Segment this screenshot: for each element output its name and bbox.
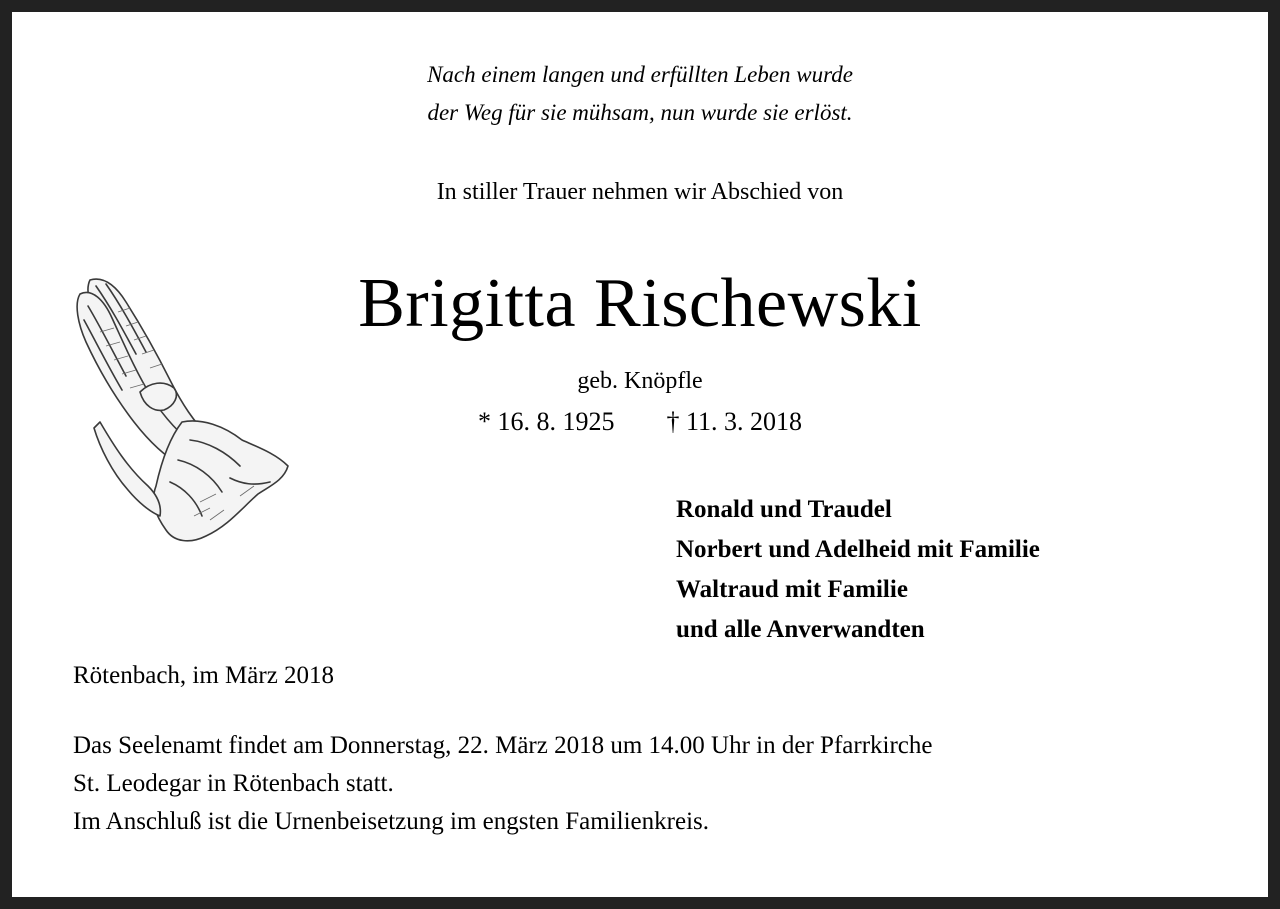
mourners-list xyxy=(676,490,1040,650)
mourner-line: Waltraud mit Familie xyxy=(676,576,908,603)
motto-line-2: der Weg für sie mühsam, nun wurde sie erlöst. xyxy=(427,100,853,125)
service-line-1: Das Seelenamt findet am Donnerstag, 22. März 2018 um 14.00 Uhr in der Pfarrkirche xyxy=(73,732,933,759)
service-line-2: St. Leodegar in Rötenbach statt. xyxy=(73,770,394,797)
mourner-line: und alle Anverwandten xyxy=(676,616,925,643)
intro-text: In stiller Trauer nehmen wir Abschied von xyxy=(436,179,844,205)
maiden-name: geb. Knöpfle xyxy=(577,368,703,394)
motto-line-1: Nach einem langen und erfüllten Leben wurde xyxy=(427,62,853,87)
place-date: Rötenbach, im März 2018 xyxy=(73,662,335,689)
mourner-line: Norbert und Adelheid mit Familie xyxy=(676,536,1040,563)
service-line-3: Im Anschluß ist die Urnenbeisetzung im engsten Familienkreis. xyxy=(73,808,709,835)
praying-hands-icon xyxy=(70,272,294,556)
service-info xyxy=(73,727,1253,841)
motto xyxy=(0,56,1280,132)
deceased-name: Brigitta Rischewski xyxy=(358,265,922,342)
mourner-line: Ronald und Traudel xyxy=(676,496,892,523)
death-date: † 11. 3. 2018 xyxy=(666,407,803,436)
birth-date: * 16. 8. 1925 xyxy=(477,407,615,436)
